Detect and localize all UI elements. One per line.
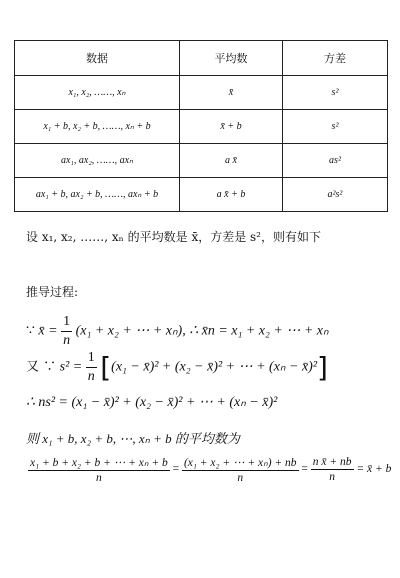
cell-variance: a²s² (283, 178, 388, 212)
frac-numerator: x₁ + b + x₂ + b + ⋯ + xₙ + b (30, 457, 168, 469)
left-bracket: [ (100, 350, 112, 384)
statistics-table (14, 40, 388, 212)
eq1-rest: (x₁ + x₂ + ⋯ + xₙ), ∴ x̄n = x₁ + x₂ + ⋯ + xₙ (75, 323, 329, 339)
intro-text: 设 x₁, x₂, ……, xₙ 的平均数是 x̄，方差是 s²，则有如下 (26, 230, 321, 244)
equation-final (28, 455, 391, 484)
cell-variance: s² (283, 76, 388, 110)
frac-denominator: n (237, 472, 244, 484)
header-data: 数据 (15, 41, 180, 76)
fraction-one-over-n (86, 350, 97, 385)
right-bracket: ] (317, 350, 328, 384)
fraction-sum (28, 455, 170, 484)
because-symbol: ∵ (26, 323, 35, 339)
eq5-result: = x̄ + b (356, 463, 392, 476)
equals-sign: = (301, 463, 308, 476)
frac-denominator: n (63, 333, 71, 348)
cell-variance: as² (283, 144, 388, 178)
equals-sign: = (172, 463, 180, 476)
fraction-mean (311, 456, 354, 483)
table-header-row (15, 41, 388, 76)
frac-numerator: n x̄ + nb (312, 456, 352, 468)
frac-denominator: n (95, 472, 102, 484)
table-row (15, 76, 388, 110)
eq2-prefix: 又 ∵ (26, 359, 57, 375)
cell-mean: a x̄ (180, 144, 283, 178)
cell-mean: x̄ + b (180, 110, 283, 144)
header-variance: 方差 (283, 41, 388, 76)
cell-data: ax₁, ax₂, ……, axₙ (15, 144, 180, 178)
frac-numerator: 1 (86, 350, 97, 368)
cell-data: x₁, x₂, ……, xₙ (15, 76, 180, 110)
equation-ns2: ∴ ns² = (x₁ − x̄)² + (x₂ − x̄)² + ⋯ + (xₙ − x̄)² (26, 395, 278, 410)
equation-mean (26, 314, 329, 349)
frac-numerator: 1 (61, 314, 72, 332)
cell-mean: x̄ (180, 76, 283, 110)
table-row (15, 110, 388, 144)
table-row (15, 144, 388, 178)
equation-statement: 则 x₁ + b, x₂ + b, ⋯, xₙ + b 的平均数为 (26, 431, 240, 446)
fraction-one-over-n (61, 314, 72, 349)
derivation-heading: 推导过程: (26, 285, 79, 299)
eq2-left: s² = (59, 359, 83, 375)
table-row (15, 178, 388, 212)
equation-variance (26, 350, 328, 385)
eq1-left: x̄ = (38, 323, 58, 339)
fraction-grouped (182, 455, 299, 484)
header-mean: 平均数 (180, 41, 283, 76)
cell-mean: a x̄ + b (180, 178, 283, 212)
cell-data: x₁ + b, x₂ + b, ……, xₙ + b (15, 110, 180, 144)
frac-numerator: (x₁ + x₂ + ⋯ + xₙ) + nb (183, 457, 297, 469)
frac-denominator: n (87, 369, 95, 384)
eq2-inner: (x₁ − x̄)² + (x₂ − x̄)² + ⋯ + (xₙ − x̄)² (111, 359, 318, 375)
frac-denominator: n (329, 471, 336, 483)
cell-data: ax₁ + b, ax₂ + b, ……, axₙ + b (15, 178, 180, 212)
cell-variance: s² (283, 110, 388, 144)
